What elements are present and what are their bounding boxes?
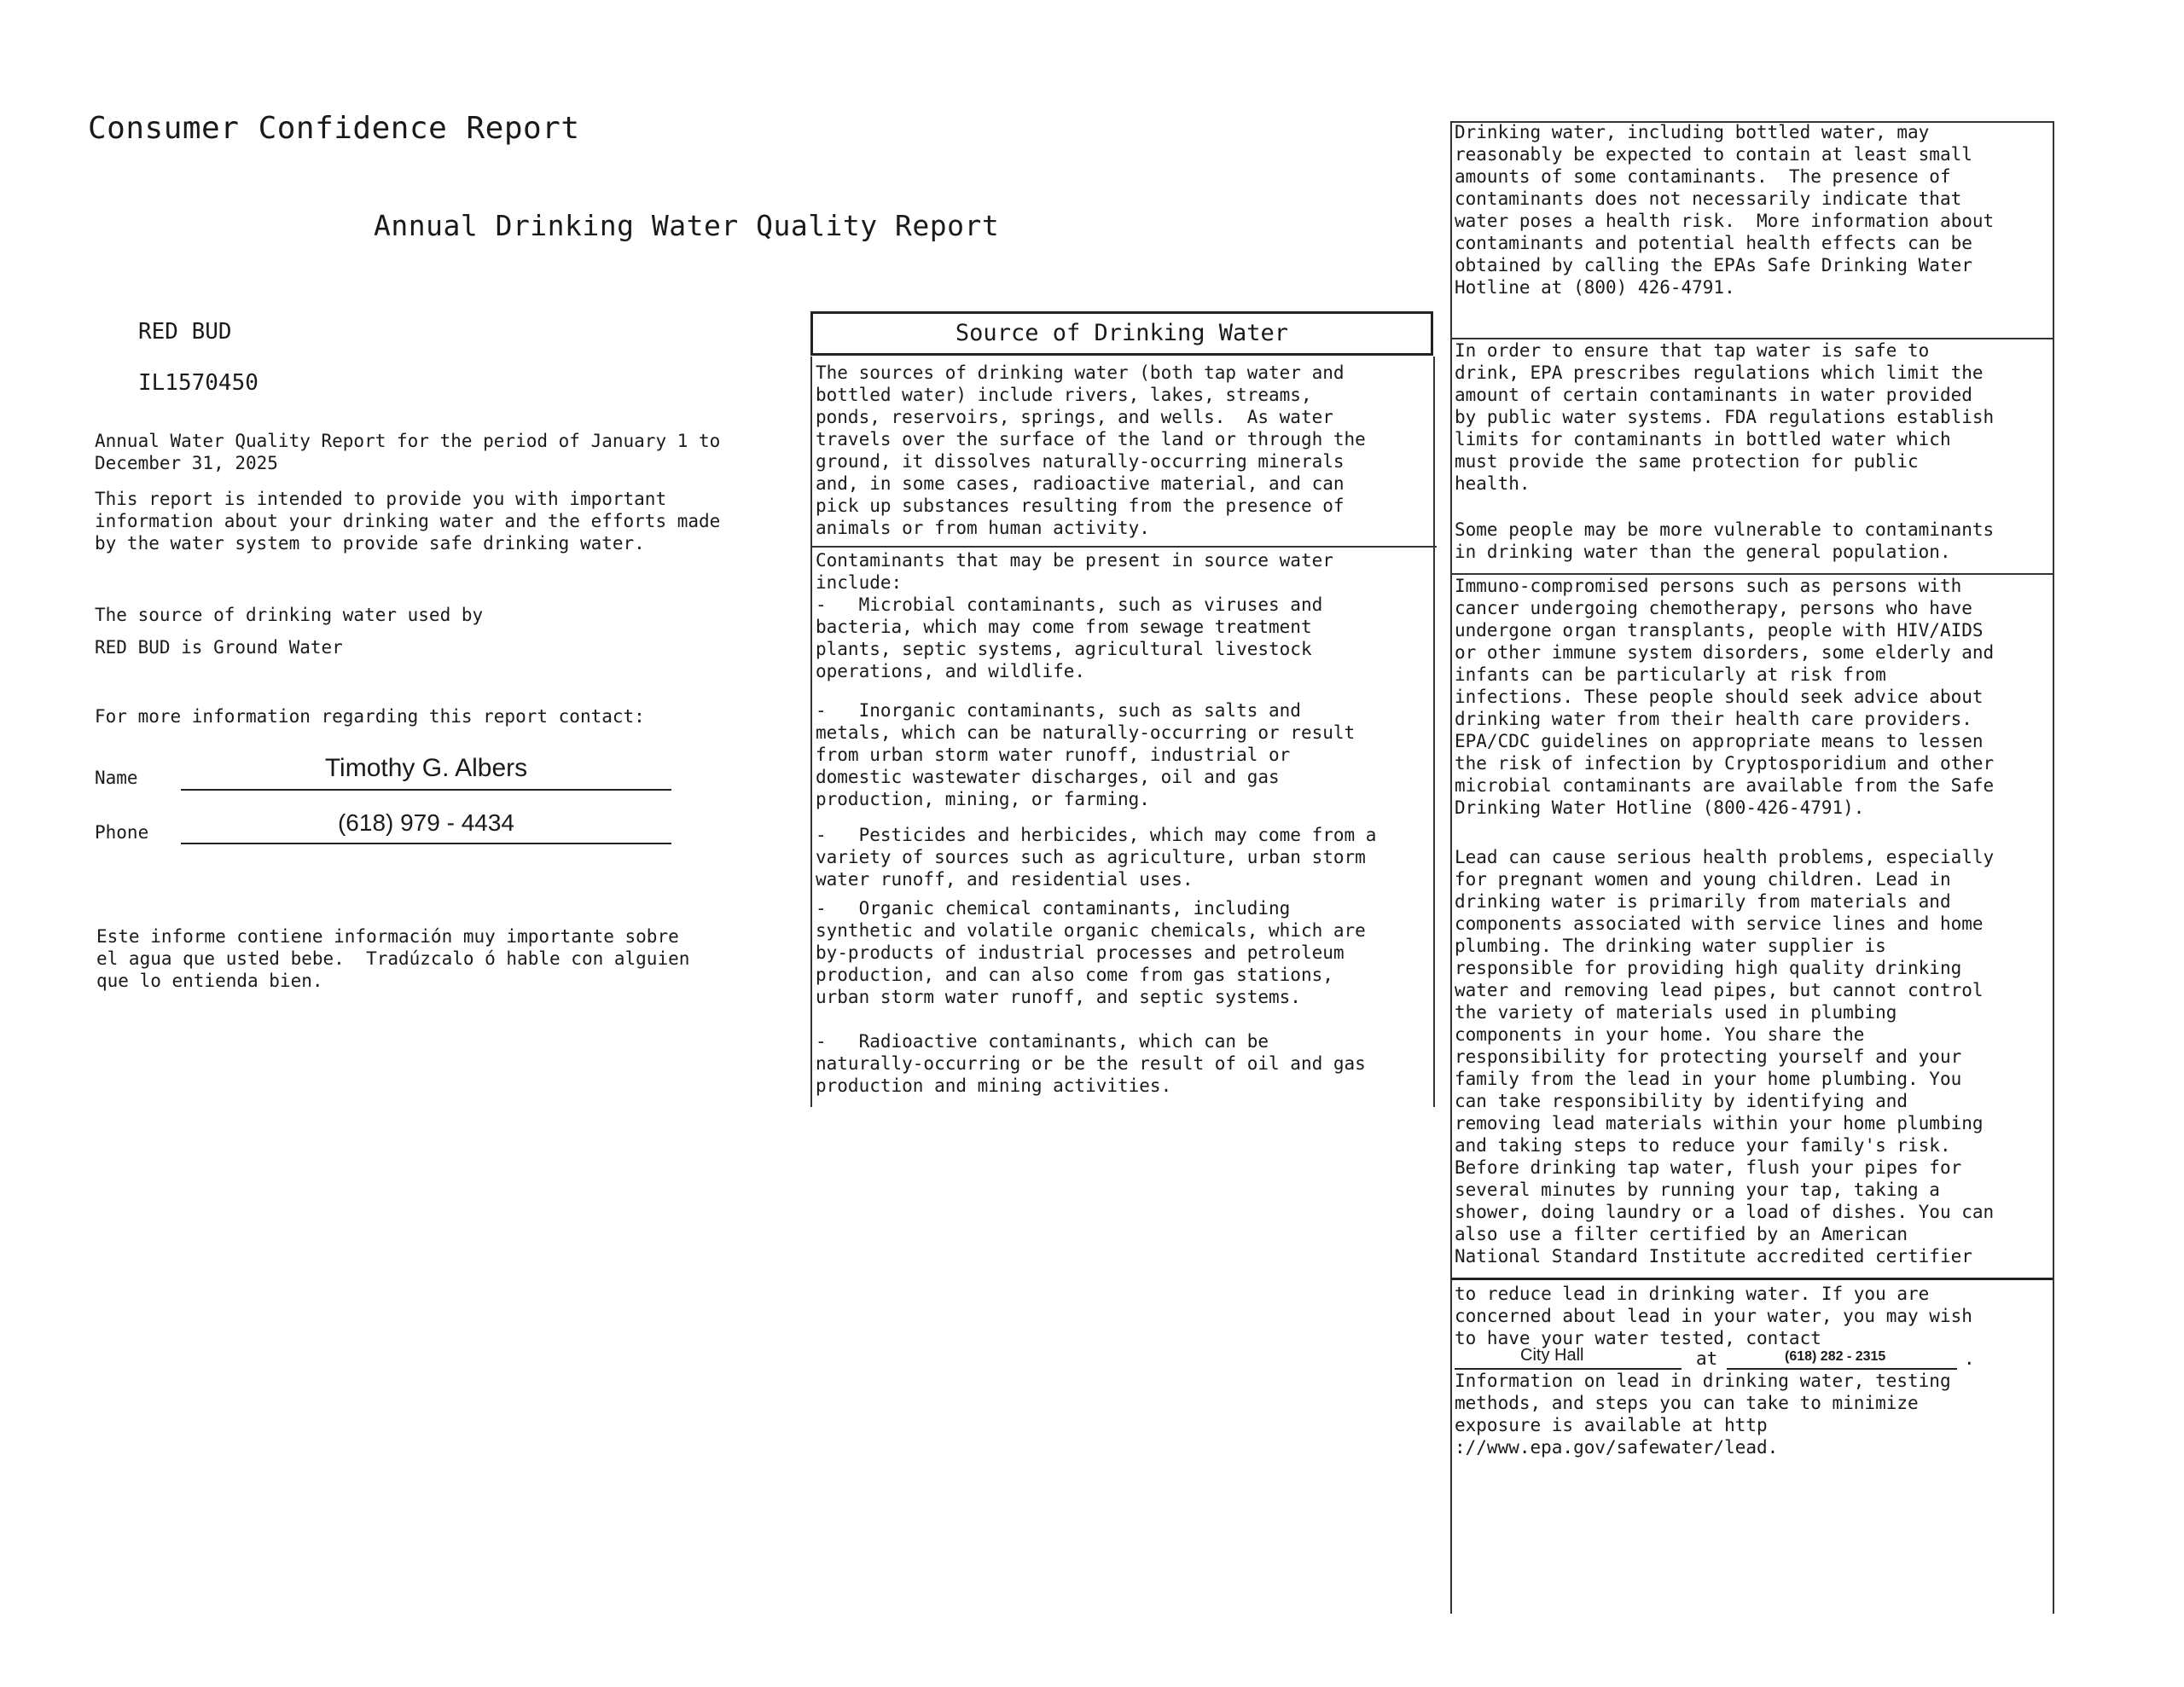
immuno-compromised-notice: Immuno-compromised persons such as persons with cancer undergoing chemotherapy, persons who have undergone organ transplants, people with HIV/AIDS or other immune system disorders, some elderly and infants can be particularly at risk from infections. These people should seek advice about drinking water from their health care providers. EPA/CDC guidelines on appropriate means to lessen the risk of infection by Cryptosporidium and other microbial contaminants are available from the Safe Drinking Water Hotline (800-426-4791). <box>1455 576 1995 818</box>
system-id: IL1570450 <box>138 370 258 396</box>
epa-regulations: In order to ensure that tap water is safe to drink, EPA prescribes regulations which limit the amount of certain contaminants in water provided by public water systems. FDA regulations establish limits for contaminants in bottled water which must provide the same protection for public health. <box>1455 340 1995 494</box>
contact-heading: For more information regarding this report contact: <box>95 706 645 727</box>
report-subtitle: Annual Drinking Water Quality Report <box>374 209 1000 242</box>
source-section-body <box>810 357 1435 1107</box>
contact-phone-label: Phone <box>95 822 149 843</box>
contaminants-microbial: Contaminants that may be present in source water include: - Microbial contaminants, such as viruses and bacteria, which may come from sewage treatment plants, septic systems, agricultural livestock operations, and wildlife. <box>816 550 1333 681</box>
vulnerable-populations: Some people may be more vulnerable to contaminants in drinking water than the general population. <box>1455 519 1995 562</box>
section-divider <box>1452 1278 2053 1280</box>
spanish-notice: Este informe contiene información muy importante sobre el agua que usted bebe. Tradúzcalo ó hable con alguien que lo entienda bien. <box>96 926 690 991</box>
source-statement-line1: The source of drinking water used by <box>95 605 484 625</box>
bottled-water-notice: Drinking water, including bottled water, may reasonably be expected to contain at least small amounts of some contaminants. The presence of contaminants does not necessarily indicate that water poses a health risk. More information about contaminants and potential health effects can be obtained by calling the EPAs Safe Drinking Water Hotline at (800) 426-4791. <box>1455 122 1995 298</box>
source-statement-line2: RED BUD is Ground Water <box>95 637 343 658</box>
source-section-heading: Source of Drinking Water <box>810 311 1433 356</box>
lead-contact-phone: (618) 282 - 2315 <box>1785 1349 1886 1364</box>
report-purpose: This report is intended to provide you with important information about your drinking water and the efforts made by the water system to provide safe drinking water. <box>95 489 721 554</box>
section-divider <box>812 546 1437 548</box>
contaminants-pesticides: - Pesticides and herbicides, which may come from a variety of sources such as agriculture, urban storm water runoff, and residential uses. <box>816 825 1377 890</box>
contact-name-value: Timothy G. Albers <box>324 754 528 782</box>
contact-name-underline <box>181 789 671 791</box>
period-mark: . <box>1964 1348 1975 1369</box>
report-title: Consumer Confidence Report <box>88 111 580 146</box>
contact-name-label: Name <box>95 768 138 788</box>
lead-statement: Lead can cause serious health problems, especially for pregnant women and young children. Lead in drinking water is primarily from materials and components associated with service lines and home plumbing. The drinking water supplier is responsible for providing high quality drinking water and removing lead pipes, but cannot control the variety of materials used in plumbing components in your home. You share the responsibility for protecting yourself and your family from the lead in your home plumbing. You can take responsibility by identifying and removing lead materials within your home plumbing and taking steps to reduce your family's risk. Before drinking tap water, flush your pipes for several minutes by running your tap, taking a shower, doing laundry or a load of dishes. You can also use a filter certified by an American National Standard Institute accredited certifier <box>1455 847 1995 1267</box>
contact-phone-underline <box>181 843 671 844</box>
contact-phone-value: (618) 979 - 4434 <box>337 809 515 836</box>
at-word: at <box>1696 1348 1718 1369</box>
system-name: RED BUD <box>138 319 232 345</box>
health-info-column <box>1450 121 2054 1614</box>
contaminants-organic: - Organic chemical contaminants, including synthetic and volatile organic chemicals, which are by-products of industrial processes and petroleum production, and can also come from gas stations, urban storm water runoff, and septic systems. <box>816 898 1366 1007</box>
contaminants-radioactive: - Radioactive contaminants, which can be naturally-occurring or be the result of oil and gas production and mining activities. <box>816 1031 1366 1096</box>
contaminants-inorganic: - Inorganic contaminants, such as salts and metals, which can be naturally-occurring or result from urban storm water runoff, industrial or domestic wastewater discharges, oil and gas production, mining, or farming. <box>816 700 1356 809</box>
report-period: Annual Water Quality Report for the period of January 1 to December 31, 2025 <box>95 431 721 473</box>
lead-contact-name: City Hall <box>1520 1346 1584 1365</box>
lead-info-resources: Information on lead in drinking water, testing methods, and steps you can take to minimize exposure is available at http ://www.epa.gov/safewater/lead. <box>1455 1371 1951 1458</box>
source-intro: The sources of drinking water (both tap water and bottled water) include rivers, lakes, streams, ponds, reservoirs, springs, and wells. As water travels over the surface of the land or through the ground, it dissolves naturally-occurring minerals and, in some cases, radioactive material, and can pick up substances resulting from the presence of animals or from human activity. <box>816 362 1366 538</box>
lead-testing-text: to reduce lead in drinking water. If you are concerned about lead in your water, you may wish to have your water tested, contact <box>1455 1284 1972 1348</box>
